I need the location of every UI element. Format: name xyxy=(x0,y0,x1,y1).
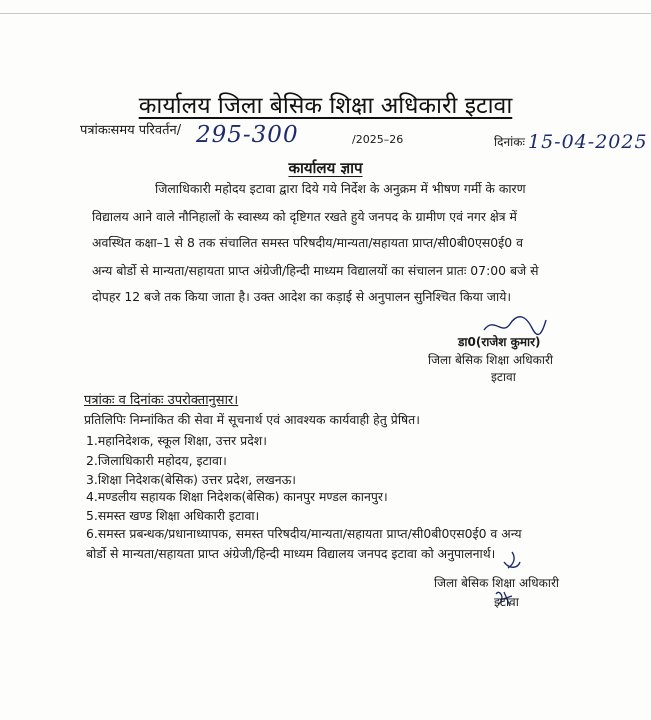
copy-list-item: 2.जिलाधिकारी महोदय, इटावा। xyxy=(86,453,227,468)
reference-year: /2025–26 xyxy=(352,133,404,146)
copy-list-item: 5.समस्त खण्ड शिक्षा अधिकारी इटावा। xyxy=(86,508,260,523)
office-heading: कार्यालय जिला बेसिक शिक्षा अधिकारी इटावा xyxy=(138,93,513,119)
signatory-designation: जिला बेसिक शिक्षा अधिकारी xyxy=(428,353,553,367)
copy-intro: प्रतिलिपिः निम्नांकित की सेवा में सूचनार्थ एवं आवश्यक कार्यवाही हेतु प्रेषित। xyxy=(84,412,420,427)
copy-list-item: बोर्डो से मान्यता/सहायता प्राप्त अंग्रेजी/हिन्दी माध्यम विद्यालय जनपद इटावा को अनुपालनार्थ। xyxy=(86,546,496,561)
date-label: दिनांकः xyxy=(494,135,525,149)
memo-title: कार्यालय ज्ञाप xyxy=(288,159,363,177)
reference-number: 295-300 xyxy=(196,122,299,148)
body-line: अन्य बोर्डो से मान्यता/सहायता प्राप्त अंग्रेजी/हिन्दी माध्यम विद्यालयों का संचालन प्रातः 07:00 बजे से xyxy=(92,263,539,278)
signatory-2-designation: जिला बेसिक शिक्षा अधिकारी xyxy=(434,576,559,590)
date-value: 15-04-2025 xyxy=(528,131,648,153)
copy-list-item: 6.समस्त प्रबन्धक/प्रधानाध्यापक, समस्त परिषदीय/मान्यता/सहायता प्राप्त/सी0बी0एस0ई0 व अन्य xyxy=(86,526,522,541)
body-line: जिलाधिकारी महोदय इटावा द्वारा दिये गये निर्देश के अनुक्रम में भीषण गर्मी के कारण xyxy=(155,181,526,196)
scan-fold-line xyxy=(0,13,651,14)
body-line: अवस्थित कक्षा–1 से 8 तक संचालित समस्त परिषदीय/मान्यता/सहायता प्राप्त/सी0बी0एस0ई0 व xyxy=(92,235,523,250)
signatory-2-place: इटावा xyxy=(494,595,519,609)
reference-label: पत्रांकःसमय परिवर्तन/ xyxy=(80,123,182,138)
copy-reference: पत्रांकः व दिनांकः उपरोक्तानुसार। xyxy=(84,393,239,408)
signatory-name: डा0(राजेश कुमार) xyxy=(458,335,541,349)
body-line: दोपहर 12 बजे तक किया जाता है। उक्त आदेश का कड़ाई से अनुपालन सुनिश्चित किया जाये। xyxy=(92,289,512,304)
copy-list-item: 3.शिक्षा निदेशक(बेसिक) उत्तर प्रदेश, लखनऊ। xyxy=(86,472,297,487)
signatory-place: इटावा xyxy=(491,370,516,384)
body-line: विद्यालय आने वाले नौनिहालों के स्वास्थ्य को दृष्टिगत रखते हुये जनपद के ग्रामीण एवं नगर क्षेत्र में xyxy=(92,209,517,224)
copy-list-item: 1.महानिदेशक, स्कूल शिक्षा, उत्तर प्रदेश। xyxy=(86,433,267,448)
copy-list-item: 4.मण्डलीय सहायक शिक्षा निदेशक(बेसिक) कानपुर मण्डल कानपुर। xyxy=(86,489,388,504)
